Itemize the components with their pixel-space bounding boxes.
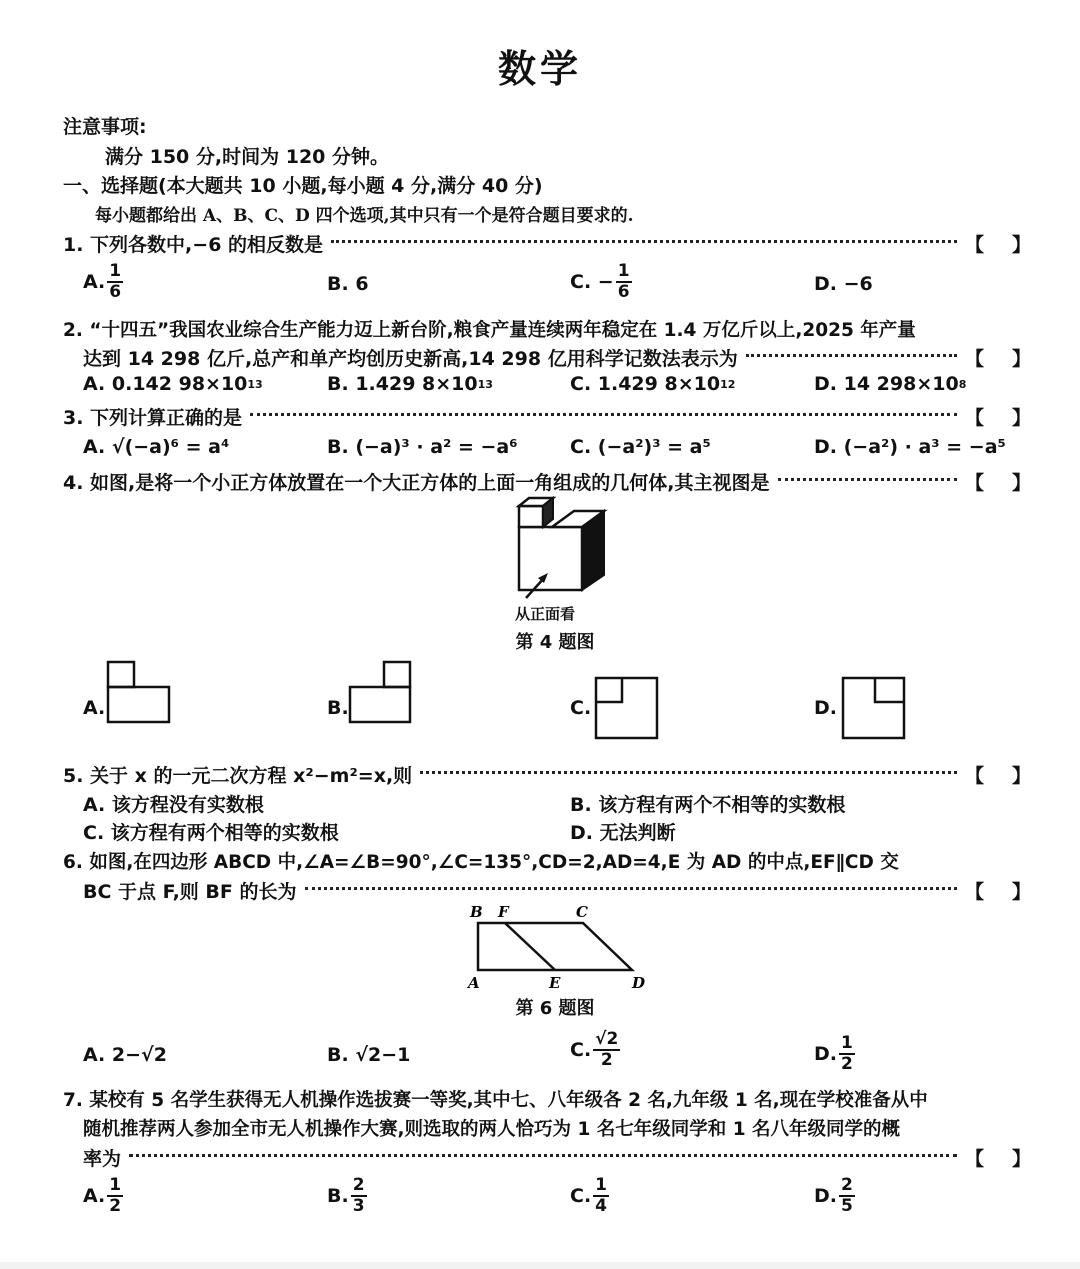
- point-label-e: E: [549, 974, 561, 992]
- q2-option-c: C. 1.429 8×10 12: [570, 373, 736, 395]
- question-1-stem: [63, 230, 1031, 257]
- question-7-line2: 随机推荐两人参加全市无人机操作大赛,则选取的两人恰巧为 1 名七年级同学和 1 名八年级同学的概: [83, 1119, 901, 1140]
- q5-option-a: A. 该方程没有实数根: [83, 794, 264, 816]
- q3-option-c: C. (−a²)³ = a⁵: [570, 436, 711, 458]
- q7-option-b: B. $\frac{2}{3}$: [327, 1175, 365, 1216]
- q4-option-d-figure: [841, 676, 907, 740]
- point-label-b: B: [470, 903, 483, 921]
- q6-option-c: C. $\frac{√2}{2}$: [570, 1029, 619, 1070]
- section-heading: 一、选择题(本大题共 10 小题,每小题 4 分,满分 40 分): [63, 175, 543, 197]
- fraction: $\frac{2}{5}$: [841, 1175, 853, 1216]
- q2-option-a: A. 0.142 98×10 13: [83, 373, 263, 395]
- question-2-line1: 2. “十四五”我国农业综合生产能力迈上新台阶,粮食产量连续两年稳定在 1.4 万亿斤以上,2025 年产量: [63, 320, 916, 341]
- leader-dots: [746, 354, 957, 357]
- point-label-f: F: [498, 903, 509, 921]
- q7-option-d: D. $\frac{2}{5}$: [814, 1175, 853, 1216]
- fraction: $\frac{1}{2}$: [109, 1175, 122, 1216]
- q1-option-b: B. 6: [327, 273, 369, 295]
- fraction: $\frac{1}{4}$: [595, 1175, 608, 1216]
- q1-option-a: A. $\frac{1}{6}$: [83, 261, 122, 302]
- question-6-line1: 6. 如图,在四边形 ABCD 中,∠A=∠B=90°,∠C=135°,CD=2,AD=4,E 为 AD 的中点,EF∥CD 交: [63, 852, 899, 873]
- leader-dots: [129, 1154, 957, 1157]
- q4-option-b-figure: [348, 660, 414, 724]
- q5-option-d: D. 无法判断: [570, 822, 676, 844]
- q3-option-b: B. (−a)³ · a² = −a⁶: [327, 436, 518, 458]
- q4-cube-figure: [500, 493, 620, 605]
- point-label-d: D: [632, 974, 646, 992]
- q7-option-c: C. $\frac{1}{4}$: [570, 1175, 608, 1216]
- point-label-a: A: [468, 974, 480, 992]
- q4-option-b-label: B.: [327, 697, 349, 719]
- section-instruction: 每小题都给出 A、B、C、D 四个选项,其中只有一个是符合题目要求的.: [95, 206, 634, 226]
- q4-option-a-figure: [106, 660, 172, 724]
- point-label-c: C: [576, 903, 588, 921]
- fraction: $\frac{1}{6}$: [617, 261, 630, 302]
- q4-caption: 第 4 题图: [515, 632, 595, 653]
- q5-option-c: C. 该方程有两个相等的实数根: [83, 822, 339, 844]
- leader-dots: [331, 240, 957, 243]
- question-4-stem: 4. 如图,是将一个小正方体放置在一个大正方体的上面一角组成的几何体,其主视图是 【 】: [63, 472, 1031, 494]
- answer-bracket-open: 【: [964, 234, 984, 256]
- leader-dots: [420, 771, 957, 774]
- q3-option-d: D. (−a²) · a³ = −a⁵: [814, 436, 1006, 458]
- q3-option-a: A. √(−a)⁶ = a⁴: [83, 436, 230, 458]
- answer-bracket-close: 】: [1011, 234, 1031, 256]
- q4-option-a-label: A.: [83, 697, 106, 719]
- q6-option-d: D. $\frac{1}{2}$: [814, 1033, 853, 1074]
- question-6-line2: BC 于点 F,则 BF 的长为 【 】: [83, 881, 1031, 903]
- q6-option-b: B. √2−1: [327, 1044, 411, 1066]
- question-3-stem: 3. 下列计算正确的是 【 】: [63, 407, 1031, 429]
- leader-dots: [778, 478, 957, 481]
- fraction: $\frac{1}{2}$: [841, 1033, 853, 1074]
- q4-option-c-label: C.: [570, 697, 592, 719]
- q2-option-b: B. 1.429 8×10 13: [327, 373, 493, 395]
- notice-line: 满分 150 分,时间为 120 分钟。: [105, 146, 389, 168]
- q4-view-label: 从正面看: [514, 605, 575, 623]
- leader-dots: [305, 887, 957, 890]
- q7-option-a: A. $\frac{1}{2}$: [83, 1175, 122, 1216]
- notice-heading: 注意事项:: [63, 116, 147, 138]
- fraction: $\frac{1}{6}$: [109, 261, 122, 302]
- q6-quadrilateral-figure: [460, 900, 660, 995]
- question-5-stem: 5. 关于 x 的一元二次方程 x²−m²=x,则 【 】: [63, 765, 1031, 787]
- fraction: $\frac{2}{3}$: [352, 1175, 365, 1216]
- q6-caption: 第 6 题图: [515, 998, 595, 1019]
- q5-option-b: B. 该方程有两个不相等的实数根: [570, 794, 846, 816]
- question-1-text: 1. 下列各数中,−6 的相反数是: [63, 234, 324, 256]
- fraction: $\frac{√2}{2}$: [595, 1029, 619, 1070]
- leader-dots: [250, 413, 957, 416]
- question-7-line1: 7. 某校有 5 名学生获得无人机操作选拔赛一等奖,其中七、八年级各 2 名,九年级 1 名,现在学校准备从中: [63, 1090, 928, 1111]
- q4-option-d-label: D.: [814, 697, 837, 719]
- q1-option-c: C. − $\frac{1}{6}$: [570, 261, 630, 302]
- page-title: 数学: [497, 46, 582, 91]
- question-2-line2: 达到 14 298 亿斤,总产和单产均创历史新高,14 298 亿用科学记数法表示为 【 】: [83, 348, 1031, 370]
- q6-option-a: A. 2−√2: [83, 1044, 167, 1066]
- q1-option-d: D. −6: [814, 273, 873, 295]
- page-bottom-edge: [0, 1262, 1080, 1269]
- question-7-line3: 率为 【 】: [83, 1148, 1031, 1170]
- q4-option-c-figure: [594, 676, 660, 740]
- q2-option-d: D. 14 298×10 8: [814, 373, 967, 395]
